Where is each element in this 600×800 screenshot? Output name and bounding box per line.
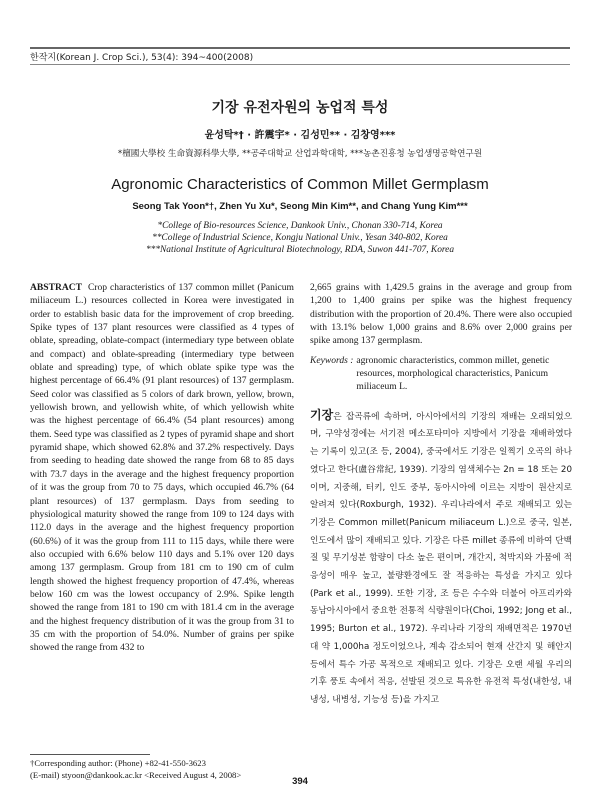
abstract-label: ABSTRACT bbox=[30, 282, 82, 293]
body-text-korean bbox=[310, 407, 572, 710]
keywords-text: agronomic characteristics, common millet, genetic resources, morphological characteristics, Panicum miliaceum L. bbox=[356, 354, 550, 393]
affiliation-english-2: **College of Industrial Science, Kongju National Univ., Yesan 340-802, Korea bbox=[152, 233, 448, 243]
right-column bbox=[310, 281, 572, 710]
body-first-word: 기장 bbox=[310, 407, 334, 422]
affiliation-english-3: ***National Institute of Agricultural Biotechnology, RDA, Suwon 441-707, Korea bbox=[145, 245, 455, 255]
header-rule-top bbox=[30, 47, 570, 49]
abstract-text-right: 2,665 grains with 1,429.5 grains in the average and group from 1,200 to 1,400 grains per spike was the highest frequency distribution with the proportion of 20.4%. There were also occupied with 13.1% below 1,000 grains and 8.6% over 2,000 grains per spike among 137 germplasm. bbox=[310, 282, 572, 347]
abstract-left-column bbox=[30, 281, 294, 655]
affiliation-english-1: *College of Bio-resources Science, Dankook Univ., Chonan 330-714, Korea bbox=[157, 221, 443, 231]
affiliations-korean: *檀國大學校 生命資源科學大學, **공주대학교 산업과학대학, ***농촌진흥청 농업생명공학연구원 bbox=[117, 149, 483, 159]
header-rule-bottom bbox=[30, 64, 570, 65]
title-korean: 기장 유전자원의 농업적 특성 bbox=[211, 100, 389, 116]
title-english: Agronomic Characteristics of Common Millet Germplasm bbox=[111, 176, 489, 193]
running-head: 한작지(Korean J. Crop Sci.), 53(4): 394~400(2008) bbox=[30, 53, 254, 63]
body-paragraph: 은 잡곡류에 속하며, 아시아에서의 기장의 재배는 오래되었으며, 구약성경에는 서기전 메소포타미아 지방에서 기장을 재배하였다는 기록이 있고(조 등, 2004), 중국에서도 기장은 일찍기 오곡의 하나였다고 한다(盧谷常紀, 1939). 기장의 염색체수는 2n = 18 또는 20이며, 지중해, 터키, 인도 중부, 동아시아에 이르는 지방이 원산지로 알려져 있다(Roxburgh, 1932). 우리나라에서 주로 재배되고 있는 기장은 Common millet(Panicum miliaceum L.)으로 중국, 일본, 인도에서 많이 재배되고 있다. 기장은 다른 millet 종류에 비하여 단백질 및 무기성분 함량이 다소 높은 편이며, 개간지, 척박지와 가뭄에 적응성이 매우 높고, 불량환경에도 잘 적응하는 특성을 가지고 있다(Park et al., 1999). 또한 기장, 조 등은 수수와 더불어 아프리카와 동남아시아에서 중요한 전통적 식량원이다(Choi, 1992; Jong et al., 1995; Burton et al., 1972). 우리나라 기장의 재배면적은 1970년대 약 1,000ha 정도이었으나, 계속 감소되어 현재 산간지 및 해안지 등에서 특수 가공 목적으로 재배되고 있다. 기장은 오랜 세월 우리의 기후 풍토 속에서 적응, 선발된 것으로 특유한 유전적 특성(내한성, 내냉성, 내병성, 기능성 등)을 가지고 bbox=[310, 411, 572, 705]
footnote-email-received: (E-mail) styoon@dankook.ac.kr <Received August 4, 2008> bbox=[30, 770, 242, 780]
keywords bbox=[310, 354, 572, 394]
page-number: 394 bbox=[292, 776, 308, 787]
authors-korean: 윤성탁*† · 許震宇* · 김성민** · 김창영*** bbox=[204, 130, 396, 141]
authors-english: Seong Tak Yoon*†, Zhen Yu Xu*, Seong Min Kim**, and Chang Yung Kim*** bbox=[132, 201, 468, 212]
keywords-label: Keywords : bbox=[310, 354, 354, 366]
footnote-corresponding-author: †Corresponding author: (Phone) +82-41-550-3623 bbox=[30, 758, 206, 768]
abstract-text-left: Crop characteristics of 137 common millet (Panicum miliaceum L.) resources collected in Korea were investigated in order to establish basic data for the improvement of crop breeding. Spike types of 137 plant resources were classified as 4 types of oblate, spreading, oblate-compact (intermediary type between oblate and compact) and oblate-spreading (intermediary type between oblate and spreading) type, of which oblate spike type was the highest percentage of 66.4% (91 plant resources) of 137 germplasm. Seed color was classified as 5 colors of dark brown, yellow, brown, yellowish brown, and yellowish white, of which yellowish white was the highest percentage of 66.4% (54 plant resources) among them. Seed type was classified as 2 types of pyramid shape and short pyramid shape, which showed 62.8% and 37.2% respectively. Days from seeding to heading date showed the range from 68 to 85 days with 73.7 days in the average and the highest frequency proportion of it was the group from 70 to 75 days, which occupied 46.7% (64 plant resources) of 137 germplasm. Days from seeding to physiological maturity showed the range from 109 to 124 days with 112.0 days in the average and the highest frequency proportion (60.6%) of it was the group from 111 to 115 days, while there were also occupied with 6.6% below 110 days and 5.1% over 120 days among 137 germplasm. Group from 181 cm to 190 cm of culm length showed the highest frequency proportion of 47.4%, whereas below 160 cm was the lowest occupancy of 2.9%. Spike length showed the range from 181 to 190 cm with 181.4 cm in the average and the highest frequency distribution of it was the group from 31 to 35 cm with the proportion of 54.0%. Number of grains per spike showed the range from 432 to bbox=[30, 282, 294, 654]
footnote-rule bbox=[30, 754, 150, 755]
